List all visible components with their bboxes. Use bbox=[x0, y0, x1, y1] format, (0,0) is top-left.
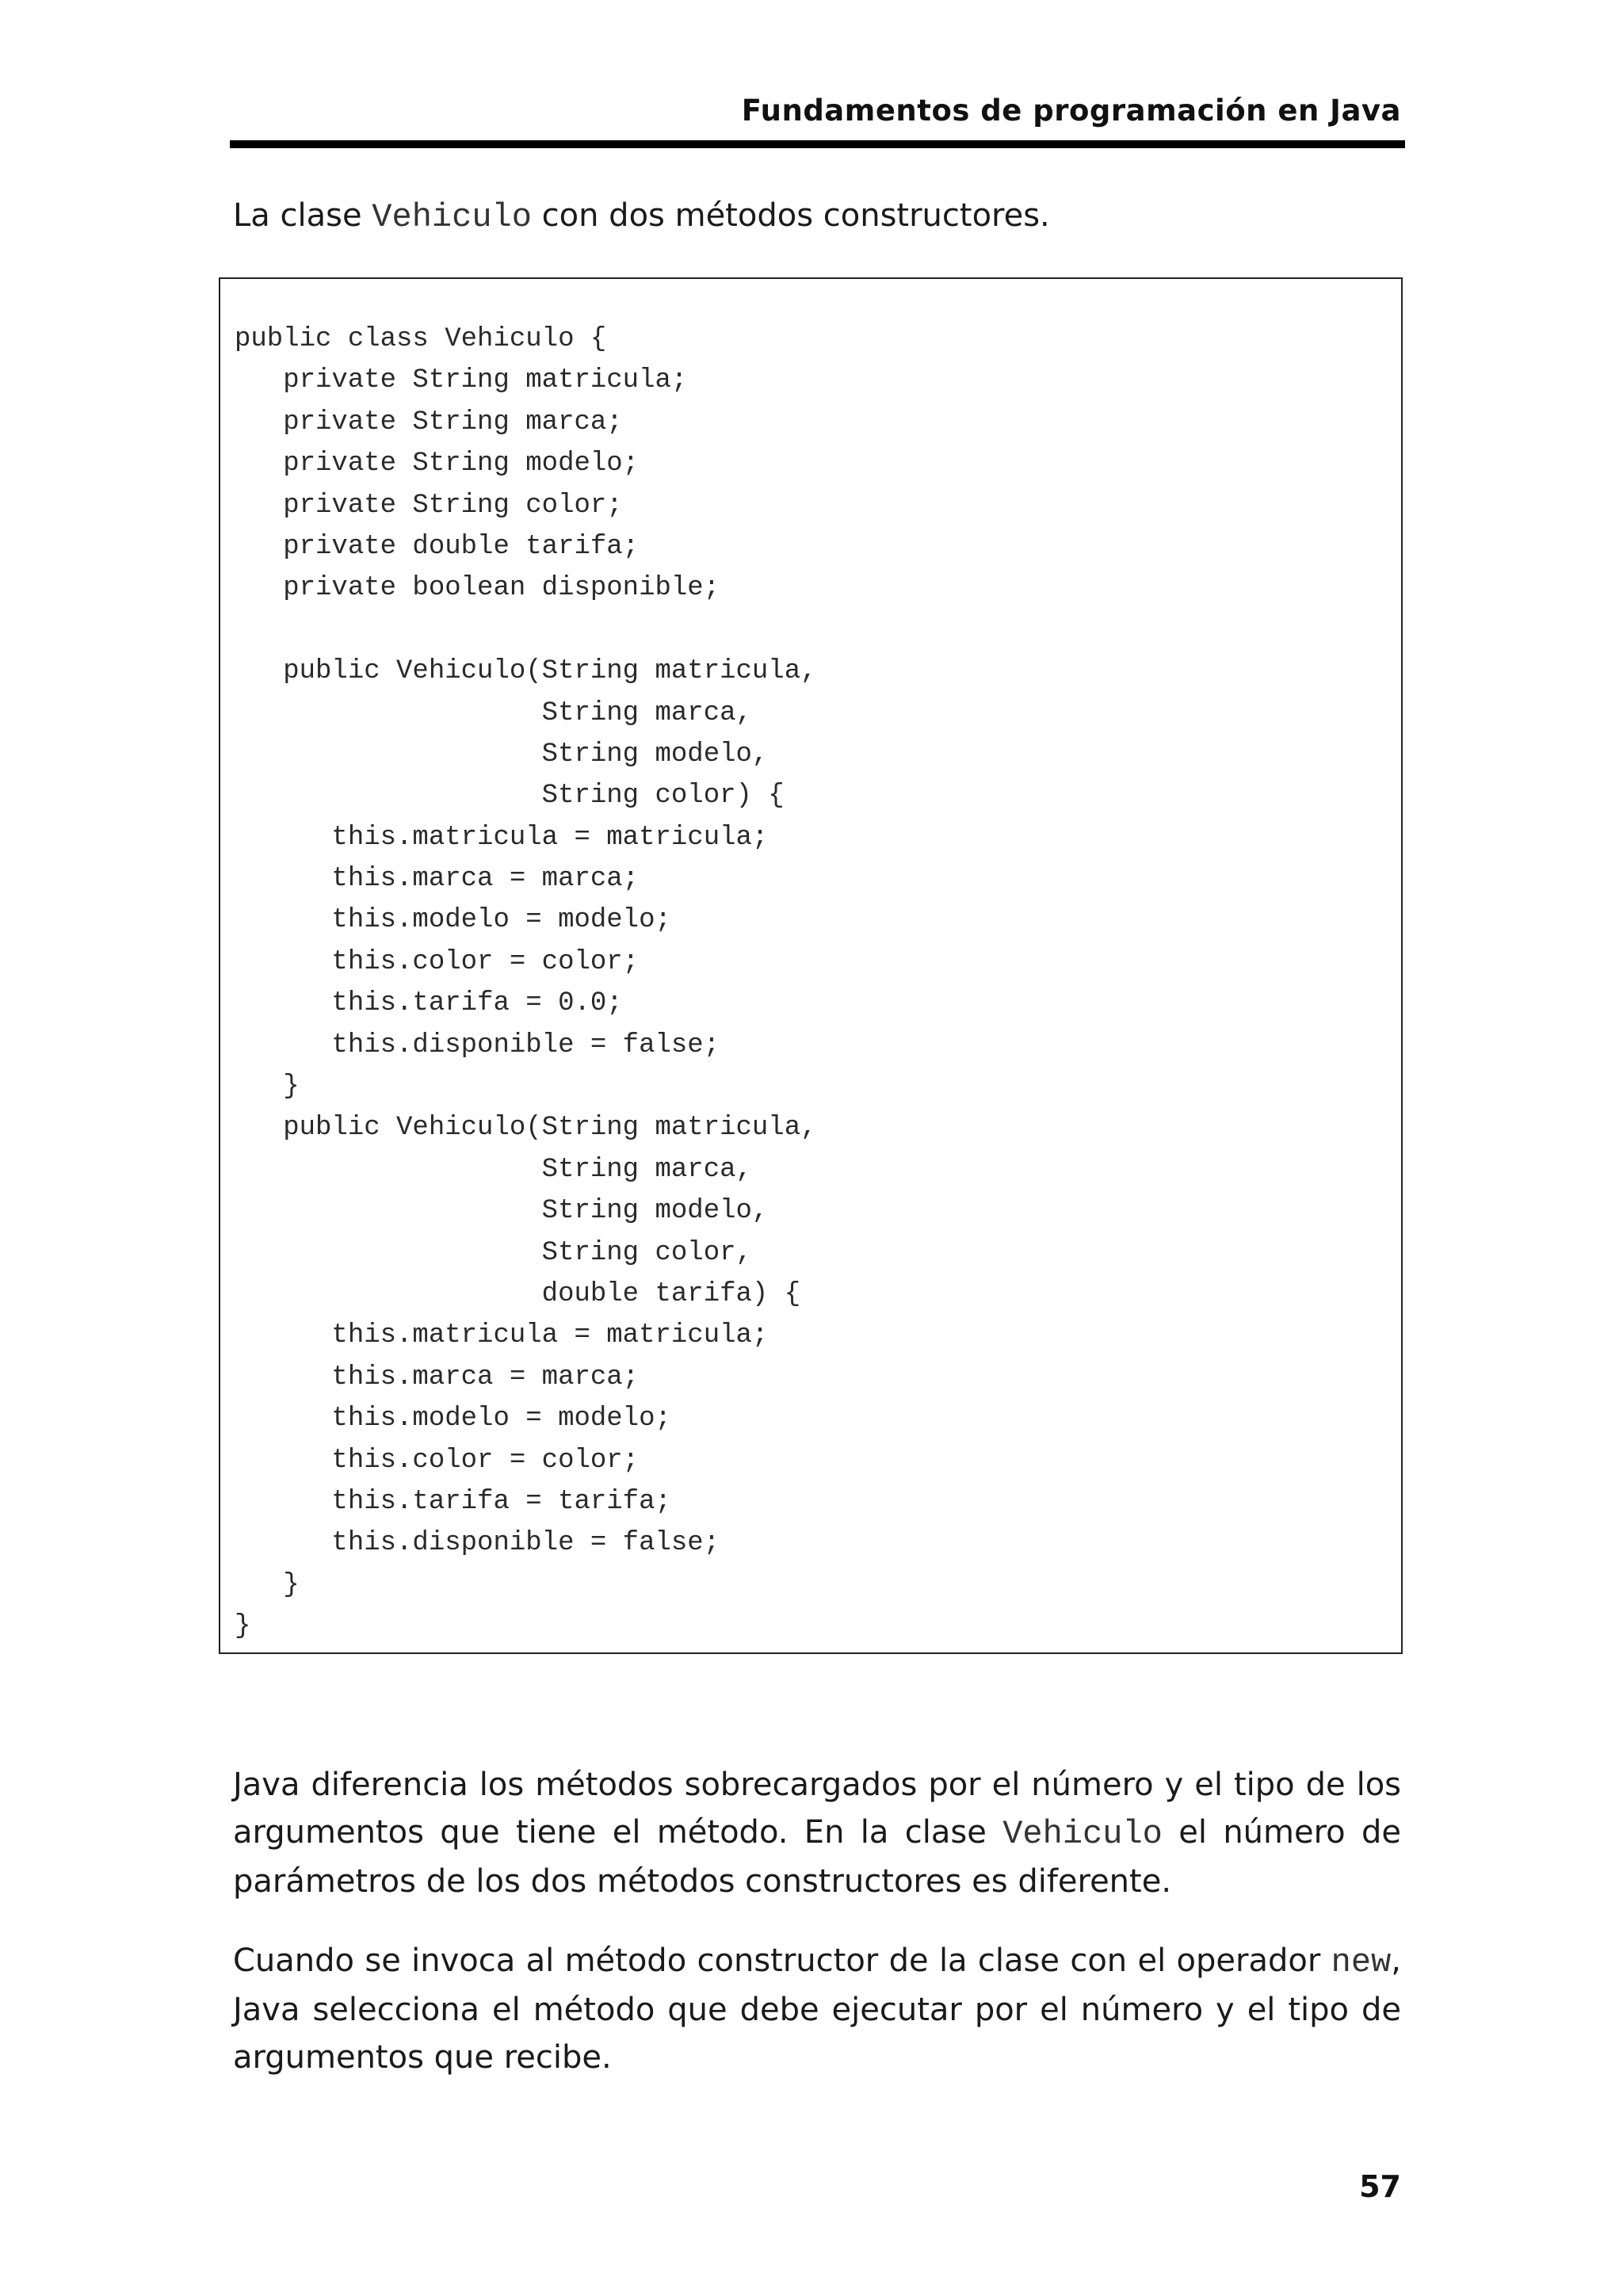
intro-text-before: La clase bbox=[233, 197, 372, 234]
code-line: private String matricula; bbox=[235, 365, 688, 396]
code-line: private String color; bbox=[235, 490, 623, 521]
code-line: private String modelo; bbox=[235, 449, 640, 479]
code-line: String modelo, bbox=[235, 1196, 769, 1227]
paragraph-2-after: , Java selecciona el método que debe ejecutar por el número y el tipo de argumentos que recibe. bbox=[233, 1943, 1401, 2076]
paragraph-constructor-selection bbox=[233, 1937, 1401, 2081]
code-line: public Vehiculo(String matricula, bbox=[235, 656, 817, 687]
code-line: String marca, bbox=[235, 697, 752, 728]
code-line: this.tarifa = 0.0; bbox=[235, 988, 623, 1019]
code-line: this.disponible = false; bbox=[235, 1528, 720, 1559]
code-line: this.modelo = modelo; bbox=[235, 905, 671, 936]
intro-class-name: Vehiculo bbox=[372, 198, 532, 236]
code-line: this.color = color; bbox=[235, 1445, 640, 1476]
code-line: private double tarifa; bbox=[235, 531, 640, 562]
running-head-title: Fundamentos de programación en Java bbox=[741, 94, 1401, 128]
code-line: String color, bbox=[235, 1237, 752, 1268]
code-line: String modelo, bbox=[235, 739, 769, 770]
paragraph-2-operator: new bbox=[1331, 1943, 1392, 1981]
code-line: } bbox=[235, 1569, 300, 1600]
code-listing bbox=[235, 319, 817, 1648]
code-line bbox=[235, 609, 817, 651]
code-line: private boolean disponible; bbox=[235, 573, 720, 604]
code-line: this.color = color; bbox=[235, 946, 640, 977]
page-number: 57 bbox=[1359, 2169, 1401, 2204]
code-line: this.matricula = matricula; bbox=[235, 1320, 769, 1351]
code-line: this.tarifa = tarifa; bbox=[235, 1486, 671, 1517]
code-line: public class Vehiculo { bbox=[235, 324, 607, 354]
intro-caption bbox=[233, 195, 1406, 238]
code-line: } bbox=[235, 1072, 300, 1102]
code-listing-box bbox=[219, 277, 1403, 1654]
header-rule bbox=[230, 140, 1405, 148]
paragraph-1-before: Java diferencia los métodos sobrecargados por el número y el tipo de los argumentos que tiene el método. En la clase bbox=[233, 1767, 1401, 1851]
code-line: this.disponible = false; bbox=[235, 1030, 720, 1060]
paragraph-2-before: Cuando se invoca al método constructor de la clase con el operador bbox=[233, 1943, 1331, 1979]
paragraph-1-after: el número de parámetros de los dos métodos constructores es diferente. bbox=[233, 1814, 1401, 1900]
paragraph-overloading bbox=[233, 1761, 1401, 1905]
intro-text-after: con dos métodos constructores. bbox=[531, 197, 1050, 234]
code-line: public Vehiculo(String matricula, bbox=[235, 1113, 817, 1144]
code-line: double tarifa) { bbox=[235, 1278, 801, 1309]
code-line: this.marca = marca; bbox=[235, 864, 640, 895]
paragraph-1-class-name: Vehiculo bbox=[1002, 1815, 1163, 1853]
code-line: this.marca = marca; bbox=[235, 1362, 640, 1392]
code-line: this.matricula = matricula; bbox=[235, 822, 769, 853]
code-line: this.modelo = modelo; bbox=[235, 1404, 671, 1435]
code-line: String marca, bbox=[235, 1154, 752, 1185]
code-line: private String marca; bbox=[235, 407, 623, 437]
code-line: String color) { bbox=[235, 781, 785, 812]
code-line: } bbox=[235, 1611, 251, 1642]
